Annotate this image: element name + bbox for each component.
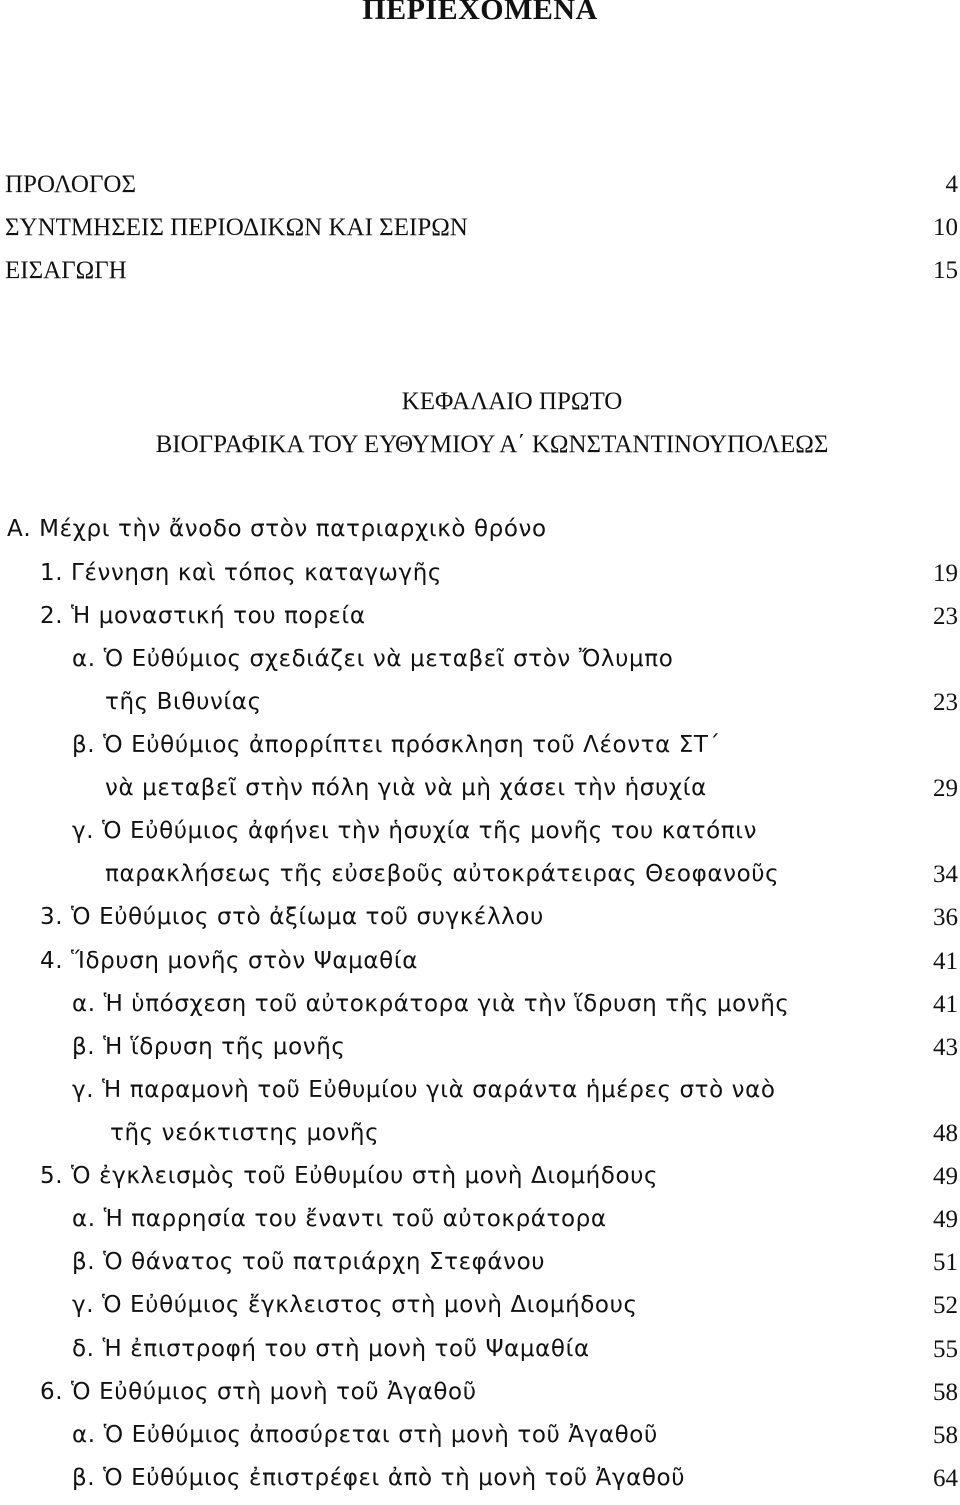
toc-entry-page: 34 <box>933 861 958 888</box>
toc-entry-page: 23 <box>933 603 958 630</box>
toc-entry-prologue <box>0 163 958 206</box>
toc-entry <box>0 1026 958 1069</box>
toc-entry <box>0 638 958 681</box>
toc-entry-continuation <box>0 853 958 896</box>
toc-entry-label: ΠΡΟΛΟΓΟΣ <box>5 171 137 198</box>
toc-entry-label: α. Ὁ Εὐθύμιος σχεδιάζει νὰ μεταβεῖ στὸν Ὄλυμπο <box>72 646 674 672</box>
toc-entry <box>0 1241 958 1284</box>
toc-entry <box>0 940 958 983</box>
toc-entry-label: β. Ὁ Εὐθύμιος ἐπιστρέφει ἀπὸ τὴ μονὴ τοῦ Ἀγαθοῦ <box>72 1465 686 1491</box>
toc-entry-continuation <box>0 681 958 724</box>
toc-entry-page: 49 <box>933 1163 958 1190</box>
toc-entry-label: 4. Ἵδρυση μονῆς στὸν Ψαμαθία <box>40 948 418 974</box>
toc-section <box>0 508 958 551</box>
toc-entry-page: 51 <box>933 1249 958 1276</box>
toc-entry-page: 58 <box>933 1422 958 1449</box>
toc-entry-page: 23 <box>933 689 958 716</box>
toc-entry-page: 29 <box>933 775 958 802</box>
toc-entry-page: 58 <box>933 1379 958 1406</box>
toc-entry-introduction <box>0 249 958 292</box>
toc-entry <box>0 1457 958 1500</box>
toc-entry-page: 41 <box>933 991 958 1018</box>
toc-entry-page: 64 <box>933 1465 958 1492</box>
toc-entry <box>0 1198 958 1241</box>
toc-entry <box>0 1414 958 1457</box>
page-title: ΠΕΡΙΕΧΟΜΕΝΑ <box>362 0 598 26</box>
toc-entry-page: 4 <box>945 171 958 198</box>
toc-entry-label: α. Ὁ Εὐθύμιος ἀποσύρεται στὴ μονὴ τοῦ Ἀγαθοῦ <box>72 1422 658 1448</box>
toc-entry-label: Α. Μέχρι τὴν ἄνοδο στὸν πατριαρχικὸ θρόνο <box>7 516 547 542</box>
toc-entry-page: 10 <box>933 214 958 241</box>
chapter-title: ΒΙΟΓΡΑΦΙΚΑ ΤΟΥ ΕΥΘΥΜΙΟΥ Α΄ ΚΩΝΣΤΑΝΤΙΝΟΥΠΟΛΕΩΣ <box>155 431 829 458</box>
toc-entry-label: 3. Ὁ Εὐθύμιος στὸ ἀξίωμα τοῦ συγκέλλου <box>40 904 544 930</box>
toc-entry-page: 15 <box>933 257 958 284</box>
toc-entry-page: 43 <box>933 1034 958 1061</box>
toc-entry-label: γ. Ὁ Εὐθύμιος ἀφήνει τὴν ἡσυχία τῆς μονῆς του κατόπιν <box>72 818 758 844</box>
toc-entry-label: α. Ἡ παρρησία του ἔναντι τοῦ αὐτοκράτορα <box>72 1206 607 1232</box>
toc-entry-label: τῆς Βιθυνίας <box>105 689 262 715</box>
toc-entry-page: 52 <box>933 1292 958 1319</box>
toc-entry-page: 49 <box>933 1206 958 1233</box>
toc-entry <box>0 595 958 638</box>
toc-entry <box>0 896 958 939</box>
toc-entry-page: 36 <box>933 904 958 931</box>
toc-entry <box>0 1328 958 1371</box>
toc-entry-continuation <box>0 767 958 810</box>
toc-entry-label: τῆς νεόκτιστης μονῆς <box>110 1120 380 1146</box>
toc-entry <box>0 1284 958 1327</box>
toc-entry-label: ΣΥΝΤΜΗΣΕΙΣ ΠΕΡΙΟΔΙΚΩΝ ΚΑΙ ΣΕΙΡΩΝ <box>5 214 468 241</box>
toc-entry <box>0 1155 958 1198</box>
toc-entry-label: ΕΙΣΑΓΩΓΗ <box>5 257 127 284</box>
toc-entry-label: 1. Γέννηση καὶ τόπος καταγωγῆς <box>40 560 442 586</box>
toc-entry-label: γ. Ὁ Εὐθύμιος ἔγκλειστος στὴ μονὴ Διομήδους <box>72 1292 638 1318</box>
toc-entry-label: β. Ὁ θάνατος τοῦ πατριάρχη Στεφάνου <box>72 1249 546 1275</box>
toc-entry <box>0 810 958 853</box>
toc-entry-label: παρακλήσεως τῆς εὐσεβοῦς αὐτοκράτειρας Θεοφανοῦς <box>105 861 780 887</box>
chapter-number: ΚΕΦΑΛΑΙΟ ΠΡΩΤΟ <box>401 388 623 415</box>
toc-entry-label: α. Ἡ ὑπόσχεση τοῦ αὐτοκράτορα γιὰ τὴν ἵδρυση τῆς μονῆς <box>72 991 790 1017</box>
toc-entry <box>0 1371 958 1414</box>
toc-entry <box>0 983 958 1026</box>
toc-entry <box>0 552 958 595</box>
toc-entry-label: β. Ὁ Εὐθύμιος ἀπορρίπτει πρόσκληση τοῦ Λέοντα ΣΤ΄ <box>72 732 721 758</box>
toc-entry-label: 5. Ὁ ἐγκλεισμὸς τοῦ Εὐθυμίου στὴ μονὴ Διομήδους <box>40 1163 659 1189</box>
toc-entry-abbreviations <box>0 206 958 249</box>
toc-entry <box>0 1069 958 1112</box>
toc-entry-label: 2. Ἡ μοναστική του πορεία <box>40 603 366 629</box>
toc-entry-label: β. Ἡ ἵδρυση τῆς μονῆς <box>72 1034 346 1060</box>
toc-entry-label: νὰ μεταβεῖ στὴν πόλη γιὰ νὰ μὴ χάσει τὴν ἡσυχία <box>105 775 707 801</box>
toc-entry-page: 55 <box>933 1336 958 1363</box>
toc-entry-label: δ. Ἡ ἐπιστροφή του στὴ μονὴ τοῦ Ψαμαθία <box>72 1336 590 1362</box>
toc-entry-page: 41 <box>933 948 958 975</box>
toc-entry-label: 6. Ὁ Εὐθύμιος στὴ μονὴ τοῦ Ἀγαθοῦ <box>40 1379 477 1405</box>
toc-entry-label: γ. Ἡ παραμονὴ τοῦ Εὐθυμίου γιὰ σαράντα ἡμέρες στὸ ναὸ <box>72 1077 776 1103</box>
toc-entry-page: 48 <box>933 1120 958 1147</box>
toc-entry <box>0 724 958 767</box>
toc-entry-page: 19 <box>933 560 958 587</box>
toc-entry-continuation <box>0 1112 958 1155</box>
